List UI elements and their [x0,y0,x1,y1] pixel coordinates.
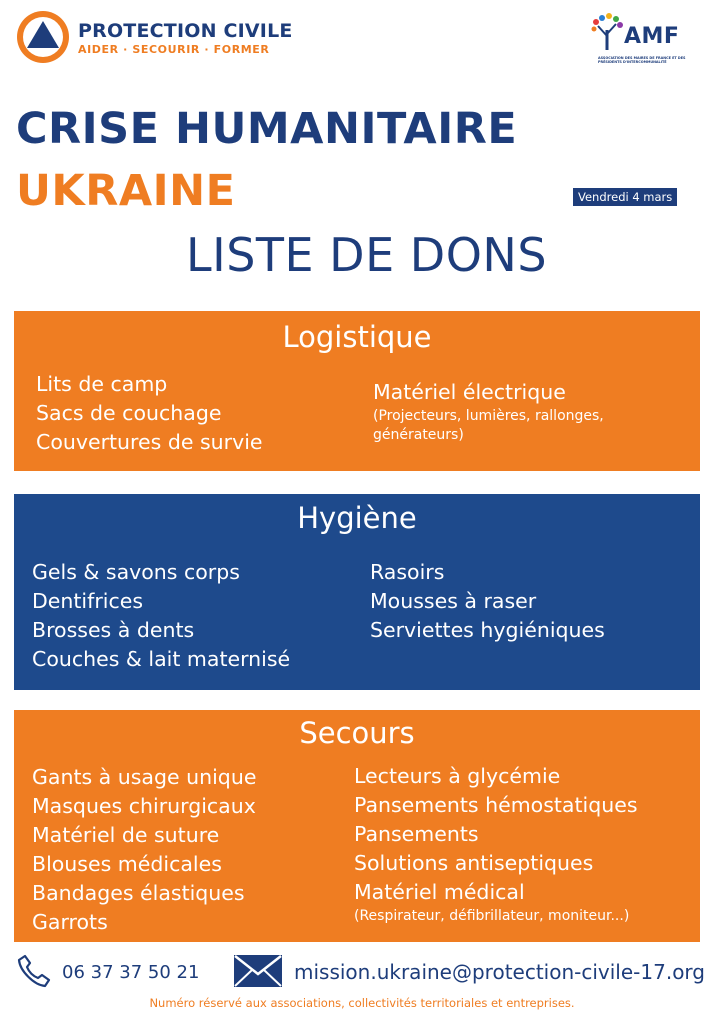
protection-civile-tagline: AIDER · SECOURIR · FORMER [78,43,270,56]
list-item: Gels & savons corps [32,560,240,584]
list-item: Solutions antiseptiques [354,851,594,875]
title-ukraine: UKRAINE [16,166,236,216]
list-item: Rasoirs [370,560,445,584]
list-item-note: (Respirateur, défibrillateur, moniteur...) [354,908,630,924]
list-item: Serviettes hygiéniques [370,618,605,642]
list-item: Bandages élastiques [32,881,245,905]
protection-civile-name: PROTECTION CIVILE [78,20,293,42]
protection-civile-logo [16,10,316,66]
section-title-logistique: Logistique [282,320,432,354]
list-item: Mousses à raser [370,589,537,613]
secours-right-list [354,762,638,926]
list-item: Garrots [32,910,108,934]
list-item: Masques chirurgicaux [32,794,256,818]
section-title-hygiene: Hygiène [297,501,417,535]
amf-name: AMF [624,24,680,49]
title-liste-de-dons: LISTE DE DONS [186,228,548,282]
list-item: Pansements hémostatiques [354,793,638,817]
list-item: Couvertures de survie [36,430,263,454]
logistique-left-list [36,370,263,457]
amf-logo [590,12,702,70]
list-item: Lits de camp [36,372,168,396]
date-badge: Vendredi 4 mars [573,188,677,206]
phone-number[interactable]: 06 37 37 50 21 [62,962,200,983]
list-item-note: (Projecteurs, lumières, rallonges, générateurs) [373,408,604,443]
logistique-right-list [373,378,673,445]
list-item: Matériel électrique [373,380,566,404]
list-item: Blouses médicales [32,852,222,876]
protection-civile-triangle-icon [16,10,70,64]
email-address[interactable]: mission.ukraine@protection-civile-17.org [294,960,705,984]
list-item: Matériel médical [354,880,525,904]
list-item: Dentifrices [32,589,144,613]
section-hygiene [14,494,700,690]
list-item: Brosses à dents [32,618,195,642]
list-item: Lecteurs à glycémie [354,764,561,788]
hygiene-right-list [370,558,605,645]
list-item: Pansements [354,822,479,846]
section-secours [14,710,700,942]
list-item: Sacs de couchage [36,401,222,425]
hygiene-left-list [32,558,290,674]
footer-note: Numéro réservé aux associations, collectivités territoriales et entreprises. [149,996,575,1010]
list-item: Couches & lait maternisé [32,647,291,671]
section-logistique [14,311,700,471]
list-item: Matériel de suture [32,823,220,847]
list-item: Gants à usage unique [32,765,257,789]
amf-subtitle: ASSOCIATION DES MAIRES DE FRANCE ET DES PRÉSIDENTS D'INTERCOMMUNALITÉ [598,56,686,65]
mail-icon [233,953,283,989]
phone-icon [16,953,52,989]
amf-tree-icon [590,12,624,52]
section-title-secours: Secours [299,716,415,750]
title-crise-humanitaire: CRISE HUMANITAIRE [16,104,518,154]
secours-left-list [32,763,256,937]
